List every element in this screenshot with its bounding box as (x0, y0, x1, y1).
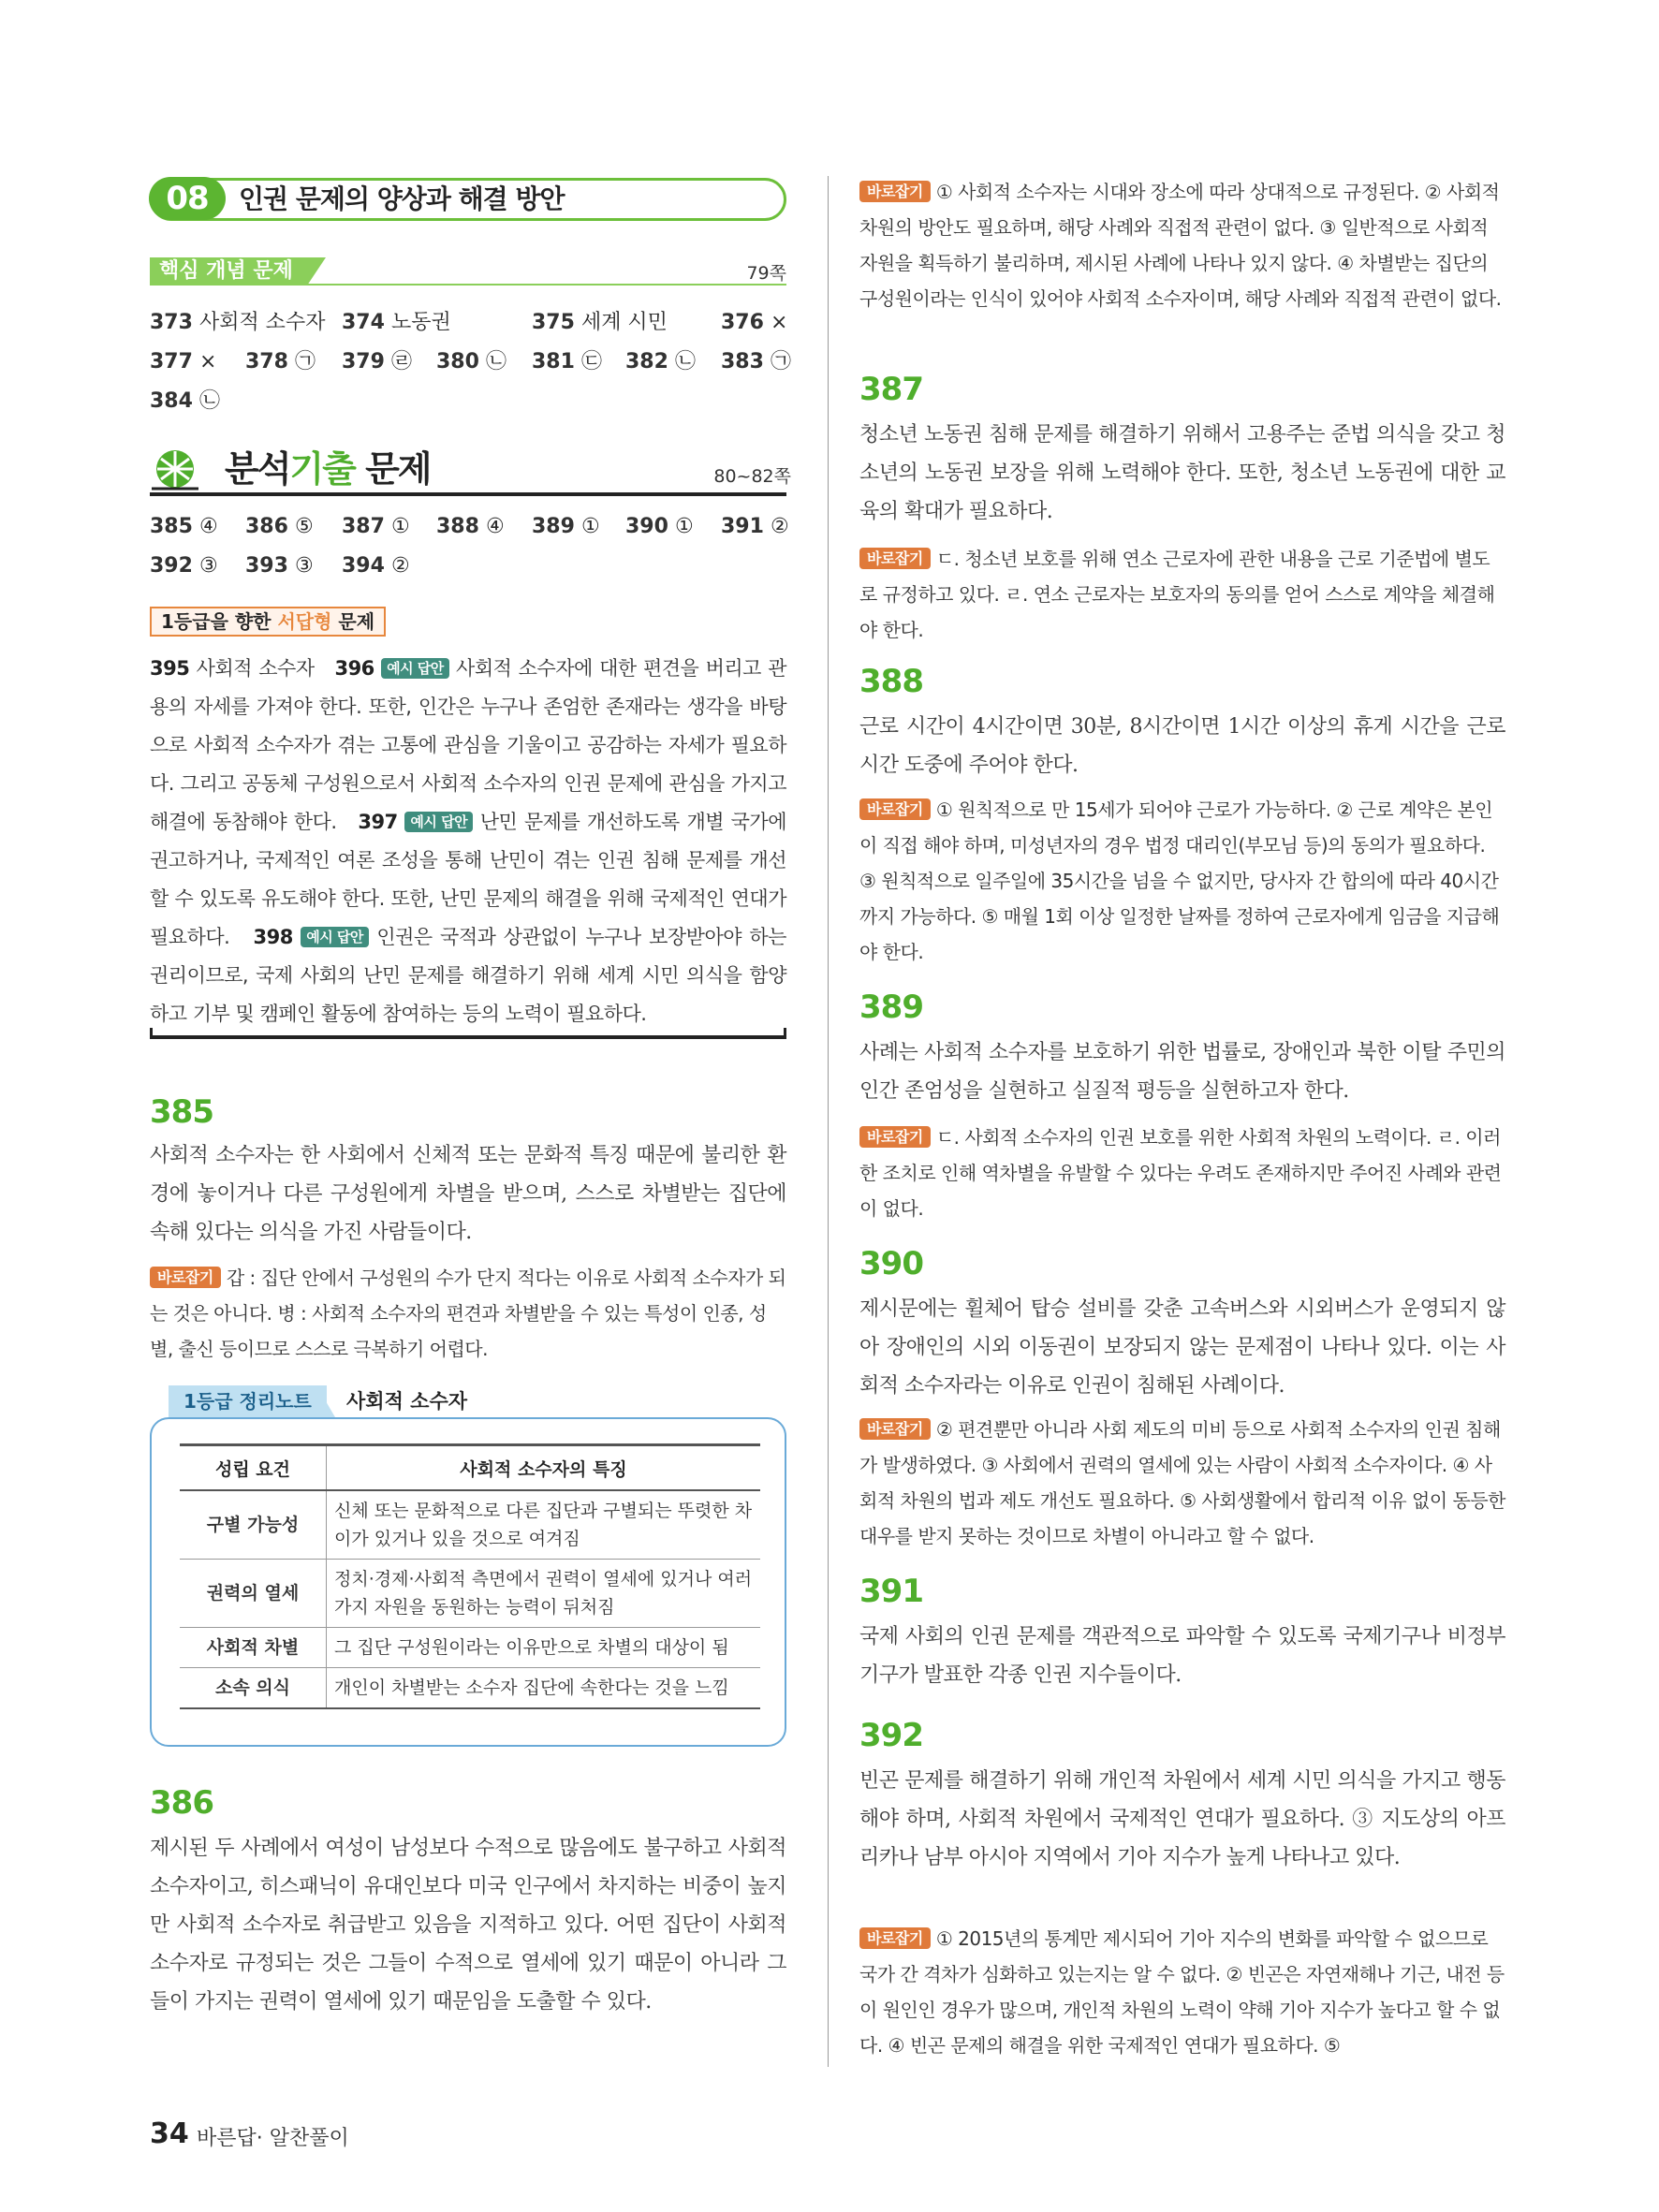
answer-item: 388 ④ (436, 515, 505, 538)
problem-number: 389 (859, 989, 923, 1026)
analysis-page-ref: 80~82쪽 (713, 466, 791, 487)
problem-number: 392 (859, 1717, 923, 1754)
section-number: 08 (149, 177, 226, 220)
note-tab: 1등급 정리노트 (169, 1385, 327, 1417)
analysis-answers-row-2 (150, 550, 786, 582)
table-row: 구별 가능성 신체 또는 문화적으로 다른 집단과 구별되는 뚜렷한 차이가 있거나 있을 것으로 여겨짐 (180, 1490, 760, 1560)
core-answers-row-3 (150, 386, 786, 417)
footer-text: 바른답· 알찬풀이 (197, 2127, 349, 2150)
problem-385-fix: 바로잡기 갑 : 집단 안에서 구성원의 수가 단지 적다는 이유로 사회적 소수자가 되는 것은 아니다. 병 : 사회적 소수자의 편견과 차별받을 수 있는 특성이 인종, 성별, 출신 등이므로 스스로 극복하기 어렵다. (150, 1267, 786, 1360)
table-row: 사회적 차별 그 집단 구성원이라는 이유만으로 차별의 대상이 됨 (180, 1628, 760, 1668)
table-row: 소속 의식 개인이 차별받는 소수자 집단에 속한다는 것을 느낌 (180, 1668, 760, 1709)
core-answers-row-1 (150, 307, 786, 339)
fix-label: 바로잡기 (859, 1927, 931, 1949)
answer-item: 390 ① (625, 515, 694, 538)
answer-item: 377 × (150, 350, 217, 374)
problem-387-body: 청소년 노동권 침해 문제를 해결하기 위해서 고용주는 준법 의식을 갖고 청소년의 노동권 보장을 위해 노력해야 한다. 또한, 청소년 노동권에 대한 교육의 확대가 필요하다. (859, 423, 1505, 523)
problem-386-fix: 바로잡기 ① 사회적 소수자는 시대와 장소에 따라 상대적으로 규정된다. ② 사회적 차원의 방안도 필요하며, 해당 사례와 직접적 관련이 없다. ③ 일반적으로 사회적 자원을 획득하기 불리하며, 제시된 사례에 나타나 있지 않다. ④ 차별받는 집단의 구성원이라는 인식이 있어야 사회적 소수자이며, 해당 사례와 직접적 관련이 없다. (859, 181, 1502, 310)
core-concept-header (150, 257, 786, 286)
column-divider (828, 176, 829, 2067)
summary-table (180, 1443, 760, 1709)
problem-392-body: 빈곤 문제를 해결하기 위해 개인적 차원에서 세계 시민 의식을 가지고 행동해야 하며, 사회적 차원에서 국제적인 연대가 필요하다. ③ 지도상의 아프리카나 남부 아시아 지역에서 기아 지수가 높게 나타나고 있다. (859, 1769, 1505, 1869)
problem-number: 387 (859, 371, 923, 408)
problem-number: 386 (150, 1784, 213, 1822)
page-number: 34 (150, 2117, 189, 2150)
answer-item: 392 ③ (150, 554, 218, 578)
answer-item: 389 ① (532, 515, 600, 538)
problem-388-fix: 바로잡기 ① 원칙적으로 만 15세가 되어야 근로가 가능하다. ② 근로 계약은 본인이 직접 해야 하며, 미성년자의 경우 법정 대리인(부모님 등)의 동의가 필요하다. ③ 원칙적으로 일주일에 35시간을 넘을 수 없지만, 당사자 간 합의에 따라 40시간까지 가능하다. ⑤ 매월 1회 이상 일정한 날짜를 정하여 근로자에게 임금을 지급해야 한다. (859, 798, 1500, 963)
problem-391-body: 국제 사회의 인권 문제를 객관적으로 파악할 수 있도록 국제기구나 비정부 기구가 발표한 각종 인권 지수들이다. (859, 1625, 1505, 1687)
essay-badge: 1등급을 향한 서답형 문제 (150, 607, 386, 637)
problem-390-fix: 바로잡기 ② 편견뿐만 아니라 사회 제도의 미비 등으로 사회적 소수자의 인권 침해가 발생하였다. ③ 사회에서 권력의 열세에 있는 사람이 사회적 소수자이다. ④ 사회적 차원의 법과 제도 개선도 필요하다. ⑤ 사회생활에서 합리적 이유 없이 동등한 대우를 받지 못하는 것이므로 차별이 아니라고 할 수 없다. (859, 1418, 1505, 1547)
fix-label: 바로잡기 (859, 798, 931, 820)
answer-item: 378 ㉠ (245, 350, 316, 374)
note-subtitle: 사회적 소수자 (346, 1390, 468, 1413)
problem-385-body: 사회적 소수자는 한 사회에서 신체적 또는 문화적 특징 때문에 불리한 환경에 놓이거나 다른 구성원에게 차별을 받으며, 스스로 차별받는 집단에 속해 있다는 의식을 가진 사람들이다. (150, 1144, 786, 1244)
fix-label: 바로잡기 (859, 1126, 931, 1148)
answer-item: 383 ㉠ (721, 350, 791, 374)
answer-item: 387 ① (342, 515, 410, 538)
core-answers-row-2 (150, 346, 791, 378)
fix-label: 바로잡기 (150, 1267, 221, 1288)
answer-item: 374 노동권 (342, 311, 451, 334)
problem-number: 388 (859, 663, 923, 700)
answer-item: 379 ㉣ (342, 350, 412, 374)
fix-label: 바로잡기 (859, 548, 931, 569)
answer-item: 384 ㉡ (150, 389, 220, 413)
analysis-answers-row-1 (150, 511, 789, 543)
answer-item: 375 세계 시민 (532, 311, 668, 334)
answer-item: 381 ㉢ (532, 350, 602, 374)
core-page-ref: 79쪽 (746, 263, 786, 284)
answer-item: 393 ③ (245, 554, 314, 578)
answer-item: 391 ② (721, 515, 789, 538)
answer-item: 386 ⑤ (245, 515, 314, 538)
problem-389-body: 사례는 사회적 소수자를 보호하기 위한 법률로, 장애인과 북한 이탈 주민의 인간 존엄성을 실현하고 실질적 평등을 실현하고자 한다. (859, 1041, 1505, 1103)
note-tab-corner (316, 1385, 335, 1417)
answer-item: 373 사회적 소수자 (150, 311, 326, 334)
problem-390-body: 제시문에는 휠체어 탑승 설비를 갖춘 고속버스와 시외버스가 운영되지 않아 장애인의 시외 이동권이 보장되지 않는 문제점이 나타나 있다. 이는 사회적 소수자라는 이유로 인권이 침해된 사례이다. (859, 1297, 1505, 1398)
answer-item: 380 ㉡ (436, 350, 507, 374)
table-header: 사회적 소수자의 특징 (327, 1445, 761, 1491)
answer-item: 376 × (721, 311, 788, 334)
problem-number: 390 (859, 1245, 923, 1282)
summary-note (150, 1417, 786, 1747)
analysis-rule (150, 492, 786, 496)
problem-386-body: 제시된 두 사례에서 여성이 남성보다 수적으로 많음에도 불구하고 사회적 소수자이고, 히스패닉이 유대인보다 미국 인구에서 차지하는 비중이 높지만 사회적 소수자로 취급받고 있음을 지적하고 있다. 어떤 집단이 사회적 소수자로 규정되는 것은 그들이 수적으로 열세에 있기 때문이 아니라 그들이 가지는 권력이 열세에 있기 때문임을 도출할 수 있다. (150, 1837, 786, 2014)
example-answer-tag: 예시 답안 (404, 812, 473, 832)
problem-387-fix: 바로잡기 ㄷ. 청소년 보호를 위해 연소 근로자에 관한 내용을 근로 기준법에 별도로 규정하고 있다. ㄹ. 연소 근로자는 보호자의 동의를 얻어 스스로 계약을 체결해야 한다. (859, 548, 1495, 641)
example-answer-tag: 예시 답안 (381, 658, 449, 679)
answer-item: 382 ㉡ (625, 350, 696, 374)
section-title: 인권 문제의 양상과 해결 방안 (239, 183, 565, 214)
problem-number: 391 (859, 1573, 923, 1610)
core-concept-label: 핵심 개념 문제 (150, 257, 308, 286)
analysis-title: 분석기출 문제 (225, 448, 431, 490)
problem-392-fix: 바로잡기 ① 2015년의 통계만 제시되어 기아 지수의 변화를 파악할 수 없으므로 국가 간 격차가 심화하고 있는지는 알 수 없다. ② 빈곤은 자연재해나 기근, 내전 등이 원인인 경우가 많으며, 개인적 차원의 노력이 약해 기아 지수가 높다고 할 수 없다. ④ 빈곤 문제의 해결을 위한 국제적인 연대가 필요하다. ⑤ (859, 1927, 1505, 2057)
essay-answers: 395 사회적 소수자 396 예시 답안 사회적 소수자에 대한 편견을 버리고 관용의 자세를 가져야 한다. 또한, 인간은 누구나 존엄한 존재라는 생각을 바탕으로 사회적 소수자가 겪는 고통에 관심을 기울이고 공감하는 자세가 필요하다. 그리고 공동체 구성원으로서 사회적 소수자의 인권 문제에 관심을 가지고 해결에 동참해야 한다. 397 예시 답안 난민 문제를 개선하도록 개별 국가에 권고하거나, 국제적인 여론 조성을 통해 난민이 겪는 인권 침해 문제를 개선할 수 있도록 유도해야 한다. 또한, 난민 문제의 해결을 위해 국제적인 연대가 필요하다. 398 예시 답안 인권은 국적과 상관없이 누구나 보장받아야 하는 권리이므로, 국제 사회의 난민 문제를 해결하기 위해 세계 시민 의식을 함양하고 기부 및 캠페인 활동에 참여하는 등의 노력이 필요하다. (150, 657, 786, 1025)
table-header: 성립 요건 (180, 1445, 327, 1491)
section-header (150, 178, 786, 221)
answer-item: 394 ② (342, 554, 410, 578)
problem-389-fix: 바로잡기 ㄷ. 사회적 소수자의 인권 보호를 위한 사회적 차원의 노력이다. ㄹ. 이러한 조치로 인해 역차별을 유발할 수 있다는 우려도 존재하지만 주어진 사례와 관련이 없다. (859, 1126, 1502, 1220)
problem-388-body: 근로 시간이 4시간이면 30분, 8시간이면 1시간 이상의 휴게 시간을 근로 시간 도중에 주어야 한다. (859, 715, 1505, 777)
answer-item: 385 ④ (150, 515, 218, 538)
example-answer-tag: 예시 답안 (301, 927, 369, 947)
analysis-icon (150, 447, 200, 491)
fix-label: 바로잡기 (859, 1418, 931, 1440)
fix-label: 바로잡기 (859, 181, 931, 202)
essay-bracket (150, 1028, 786, 1039)
problem-number: 385 (150, 1093, 213, 1131)
table-row: 권력의 열세 정치·경제·사회적 측면에서 권력이 열세에 있거나 여러 가지 자원을 동원하는 능력이 뒤처짐 (180, 1560, 760, 1628)
